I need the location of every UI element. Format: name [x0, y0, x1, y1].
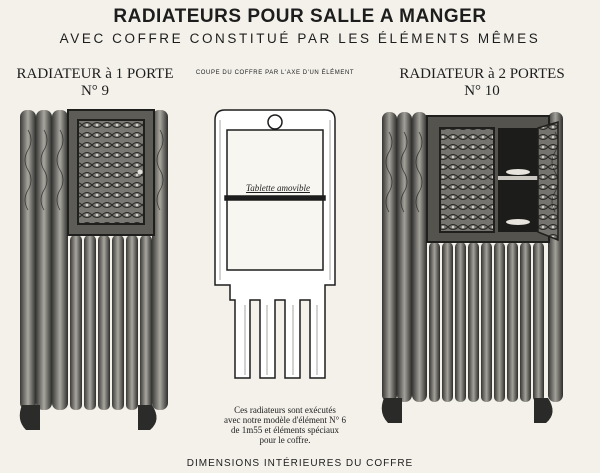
construction-note — [210, 405, 360, 445]
page-title: RADIATEURS POUR SALLE A MANGER — [113, 6, 487, 27]
radiator-two-open-compartment — [498, 128, 538, 232]
note-line-3: de 1m55 et éléments spéciaux — [231, 425, 339, 435]
radiator-one-fins — [70, 235, 152, 410]
cross-section-caption: COUPE DU COFFRE PAR L'AXE D'UN ÉLÉMENT — [195, 70, 355, 76]
radiator-two-heading — [382, 66, 582, 100]
radiator-one-door-panel — [78, 120, 144, 224]
radiator-one-heading — [10, 66, 180, 100]
radiator-two-fins — [429, 242, 544, 402]
radiator-one-number: N° 9 — [80, 83, 110, 99]
radiator-two-right-door-open — [538, 122, 558, 240]
note-line-2: avec notre modèle d'élément N° 6 — [224, 415, 346, 425]
radiator-two-label: RADIATEUR à 2 PORTES — [399, 66, 565, 82]
shelf-label: Tablette amovible — [246, 183, 310, 193]
door-knob-icon — [138, 170, 143, 175]
page-subtitle: AVEC COFFRE CONSTITUÉ PAR LES ÉLÉMENTS MÊMES — [59, 31, 541, 46]
note-line-4: pour le coffre. — [259, 435, 311, 445]
radiator-one-label: RADIATEUR à 1 PORTE — [16, 66, 174, 82]
note-line-1: Ces radiateurs sont exécutés — [234, 405, 336, 415]
radiator-two-illustration — [378, 102, 574, 437]
radiator-one-illustration — [12, 100, 182, 445]
cross-section-diagram — [205, 100, 350, 400]
footer-caption: DIMENSIONS INTÉRIEURES DU COFFRE — [186, 458, 414, 469]
radiator-two-number: N° 10 — [464, 83, 500, 99]
radiator-two-left-door — [440, 128, 494, 232]
